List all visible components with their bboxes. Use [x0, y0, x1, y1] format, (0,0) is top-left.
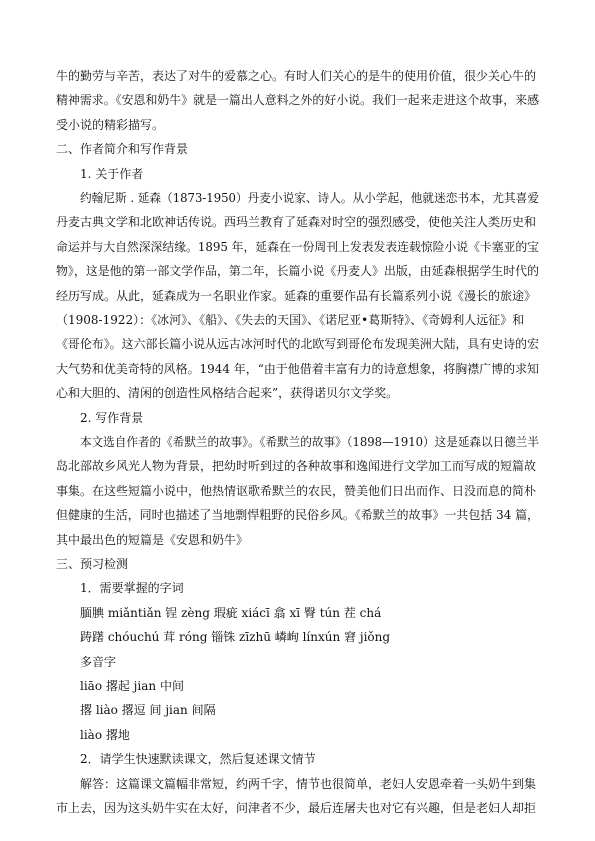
line-text: 物》，这是他的第一部文学作品，第二年，长篇小说《丹麦人》出版，由延森根据学生时代的	[56, 264, 540, 279]
line-text: 踌躇 chóuchú 茸 róng 锱铢 zīzhū 嶙峋 línxún 窘 jiǒng	[80, 630, 391, 645]
line-text: 精神需求。《安恩和奶牛》就是一篇出人意料之外的好小说。我们一起来走进这个故事，来感	[56, 93, 540, 108]
line-text: 2. 写作背景	[80, 410, 144, 425]
line-text: 《哥伦布》。这六部长篇小说从远古冰河时代的北欧写到哥伦布发现美洲大陆，具有史诗的宏	[56, 337, 540, 352]
line-text: 受小说的精彩描写。	[56, 117, 165, 132]
line-text: 心和大胆的、清闲的创造性风格结合起来”，获得诺贝尔文学奖。	[56, 386, 399, 401]
line-text: 牛的勤劳与辛苦，表达了对牛的爱慕之心。有时人们关心的是牛的使用价值，很少关心牛的	[56, 69, 537, 83]
line-text: 多音字	[80, 654, 117, 669]
line-text: liāo 撂起 jian 中间	[80, 679, 184, 693]
line-text: 1．需要掌握的字词	[80, 581, 184, 596]
line-text: 约翰尼斯 . 延森（1873-1950）丹麦小说家、诗人。从小学起，他就迷恋书本，尤其喜爱	[80, 191, 539, 205]
line-text: 解答：这篇课文篇幅非常短，约两千字，情节也很简单，老妇人安恩牵着一头奶牛到集	[80, 776, 537, 791]
line-text: 其中最出色的短篇是《安恩和奶牛》	[56, 532, 249, 547]
line-text: liào 撂地	[80, 727, 130, 742]
line-text: （1908-1922）：《冰河》、《船》、《失去的天国》、《诺尼亚•葛斯特》、《奇姆利人远征》和	[56, 313, 525, 327]
line-text: 2．请学生快速默读课文，然后复述课文情节	[80, 752, 316, 767]
line-text: 大气势和优美奇特的风格。1944 年，“由于他借着丰富有力的诗意想象，将胸襟广博的求知	[56, 361, 539, 376]
line-text: 命运并与大自然深深结缘。1895 年，延森在一份周刊上发表发表连载惊险小说《卡塞亚的宝	[56, 239, 540, 254]
line-text: 撂 liào 撂逗 间 jian 间隔	[80, 703, 216, 718]
line-text: 腼腆 miǎntiǎn 锃 zèng 瑕疵 xiácī 翕 xī 臀 tún 茬 chá	[80, 605, 382, 620]
line-text: 1. 关于作者	[80, 166, 144, 181]
line-text: 本文选自作者的《希默兰的故事》。《希默兰的故事》（1898—1910）这是延森以日德兰半	[80, 435, 539, 449]
line-text: 丹麦古典文学和北欧神话传说。西玛兰教育了延森对时空的强烈感受，使他关注人类历史和	[56, 215, 537, 230]
line-text: 事集。在这些短篇小说中，他热情讴歌希默兰的农民，赞美他们日出而作、日没而息的简朴	[56, 483, 537, 498]
line-text: 三、预习检测	[56, 557, 129, 571]
line-text: 岛北部故乡风光人物为背景，把幼时听到过的各种故事和逸闻进行文学加工而写成的短篇故	[56, 459, 537, 474]
line-text: 二、作者简介和写作背景	[56, 142, 189, 157]
line-text: 市上去，因为这头奶牛实在太好，问津者不少，最后连屠夫也对它有兴趣，但是老妇人却拒	[56, 801, 537, 815]
line-text: 但健康的生活，同时也描述了当地剽悍粗野的民俗乡风。《希默兰的故事》一共包括 34 篇，	[56, 508, 540, 523]
line-text: 经历写成。从此，延森成为一名职业作家。延森的重要作品有长篇系列小说《漫长的旅途》	[56, 288, 537, 303]
